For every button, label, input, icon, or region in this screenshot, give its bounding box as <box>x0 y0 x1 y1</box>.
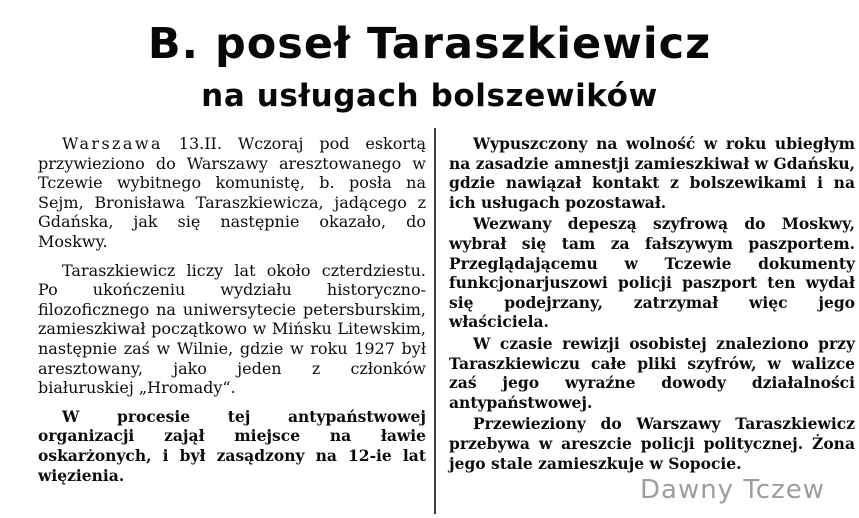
article-left-column <box>38 134 426 508</box>
dateline: Warszawa <box>62 134 163 153</box>
headline-subtitle: na usługach bolszewików <box>201 78 658 114</box>
headline-title: B. poseł Taraszkiewicz <box>147 19 712 69</box>
paragraph-text: 13.II. Wczoraj pod eskortą przywieziono do Warszawy aresztowanego w Tczewie wybitnego komunistę, b. posła na Sejm, Bronisława Taraszkiewicza, jadącego z Gdańska, jak się następnie okazało, do Moskwy. <box>38 134 426 251</box>
article-paragraph-3: W procesie tej antypaństwowej organizacji zajął miejsce na ławie oskarżonych, i był zasądzony na 12-ie lat więzienia. <box>38 406 426 485</box>
article-paragraph-1 <box>38 134 426 252</box>
article-paragraph-4: Wypuszczony na wolność w roku ubiegłym na zasadzie amnestji zamieszkiwał w Gdańsku, gdzie nawiązał kontakt z bolszewikami i na ich usługach pozostawał. <box>449 134 855 212</box>
watermark-text: Dawny Tczew <box>639 475 825 505</box>
article-paragraph-7: Przewieziony do Warszawy Taraszkiewicz przebywa w areszcie policji politycznej. Żona jego stale zamieszkuje w Sopocie. <box>449 414 855 473</box>
article-paragraph-6: W czasie rewizji osobistej znaleziono przy Taraszkiewiczu całe pliki szyfrów, w walizce zaś jego wyraźne dowody działalności antypaństwowej. <box>449 333 855 412</box>
column-divider <box>434 128 436 514</box>
article-paragraph-2: Taraszkiewicz liczy lat około czterdziestu. Po ukończeniu wydziału historyczno-filozoficznego na uniwersytecie petersburskim, zamieszkiwał początkowo w Mińsku Litewskim, następnie zaś w Wilnie, gdzie w roku 1927 był aresztowany, jako jeden z członków białuruskiej „Hromady“. <box>38 260 426 398</box>
article-paragraph-5: Wezwany depeszą szyfrową do Moskwy, wybrał się tam za fałszywym paszportem. Przeglądającemu w Tczewie dokumenty funkcjonarjuszowi policji paszport ten wydał się podejrzany, zatrzymał więc jego właściciela. <box>449 214 855 332</box>
article-right-column <box>449 134 855 508</box>
